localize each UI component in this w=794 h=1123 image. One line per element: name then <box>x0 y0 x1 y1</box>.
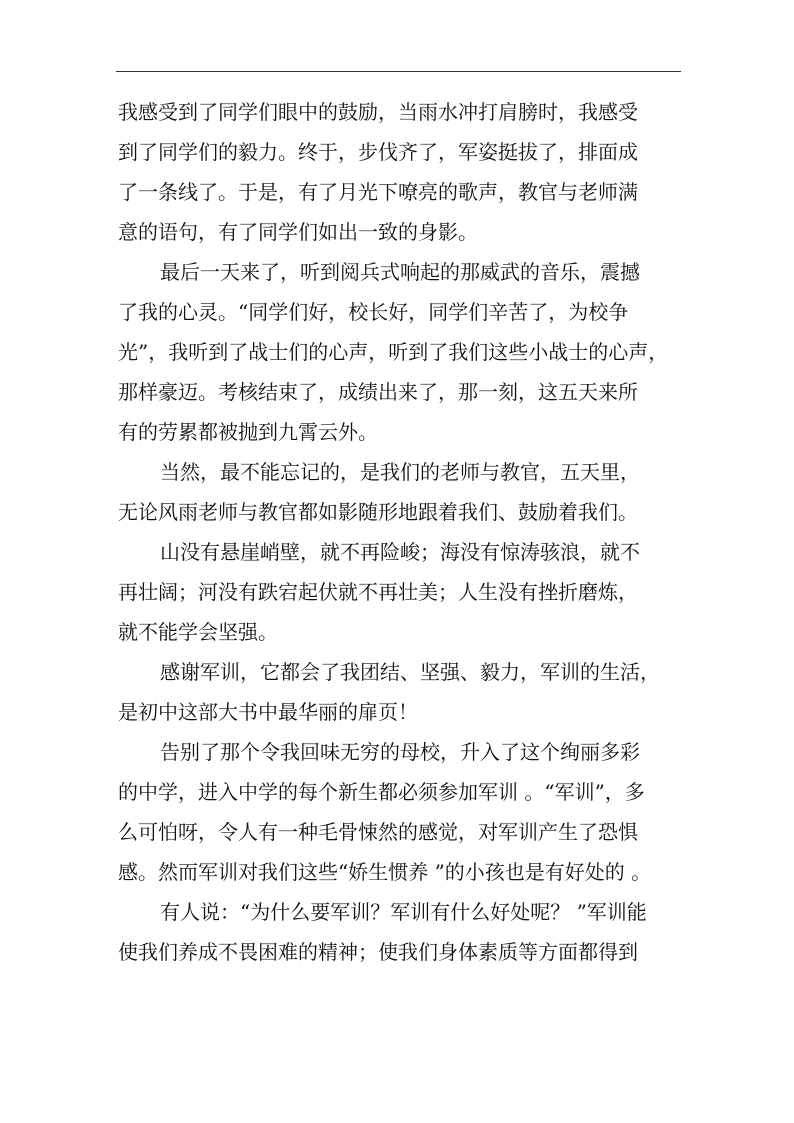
text-line: 无论风雨老师与教官都如影随形地跟着我们、鼓励着我们。 <box>118 500 638 524</box>
paragraph-5 <box>118 652 684 732</box>
text-line: 到了同学们的毅力。终于，步伐齐了，军姿挺拔了，排面成 <box>118 140 638 164</box>
paragraph-4 <box>118 532 684 652</box>
paragraph-1 <box>118 92 684 252</box>
text-line: 有的劳累都被抛到九霄云外。 <box>118 420 378 444</box>
paragraph-3 <box>118 452 684 532</box>
text-line: 当然，最不能忘记的，是我们的老师与教官，五天里， <box>160 460 640 484</box>
paragraph-6 <box>118 732 684 892</box>
text-line: 是初中这部大书中最华丽的扉页！ <box>118 700 418 724</box>
body-text <box>118 92 684 972</box>
text-line: 光”，我听到了战士们的心声，听到了我们这些小战士的心声， <box>118 340 669 364</box>
text-line: 有人说：“为什么要军训？军训有什么好处呢？ ”军训能 <box>160 900 647 924</box>
text-line: 使我们养成不畏困难的精神；使我们身体素质等方面都得到 <box>118 940 638 964</box>
header-rule <box>116 71 681 72</box>
text-line: 我感受到了同学们眼中的鼓励，当雨水冲打肩膀时，我感受 <box>118 100 638 124</box>
text-line: 意的语句，有了同学们如出一致的身影。 <box>118 220 478 244</box>
text-line: 感。然而军训对我们这些“娇生惯养 ”的小孩也是有好处的 。 <box>118 860 652 884</box>
text-line: 感谢军训，它都会了我团结、坚强、毅力，军训的生活， <box>160 660 660 684</box>
text-line: 了一条线了。于是，有了月光下嘹亮的歌声，教官与老师满 <box>118 180 638 204</box>
text-line: 的中学，进入中学的每个新生都必须参加军训 。“军训”，多 <box>118 780 645 804</box>
text-line: 山没有悬崖峭壁，就不再险峻；海没有惊涛骇浪，就不 <box>160 540 640 564</box>
text-line: 那样豪迈。考核结束了，成绩出来了，那一刻，这五天来所 <box>118 380 638 404</box>
text-line: 最后一天来了，听到阅兵式响起的那威武的音乐，震撼 <box>160 260 640 284</box>
text-line: 再壮阔；河没有跌宕起伏就不再壮美；人生没有挫折磨炼， <box>118 580 638 604</box>
paragraph-2 <box>118 252 684 452</box>
paragraph-7 <box>118 892 684 972</box>
text-line: 告别了那个令我回味无穷的母校，升入了这个绚丽多彩 <box>160 740 640 764</box>
text-line: 么可怕呀，令人有一种毛骨悚然的感觉，对军训产生了恐惧 <box>118 820 638 844</box>
text-line: 了我的心灵。“同学们好，校长好，同学们辛苦了，为校争 <box>118 300 629 324</box>
text-line: 就不能学会坚强。 <box>118 620 278 644</box>
